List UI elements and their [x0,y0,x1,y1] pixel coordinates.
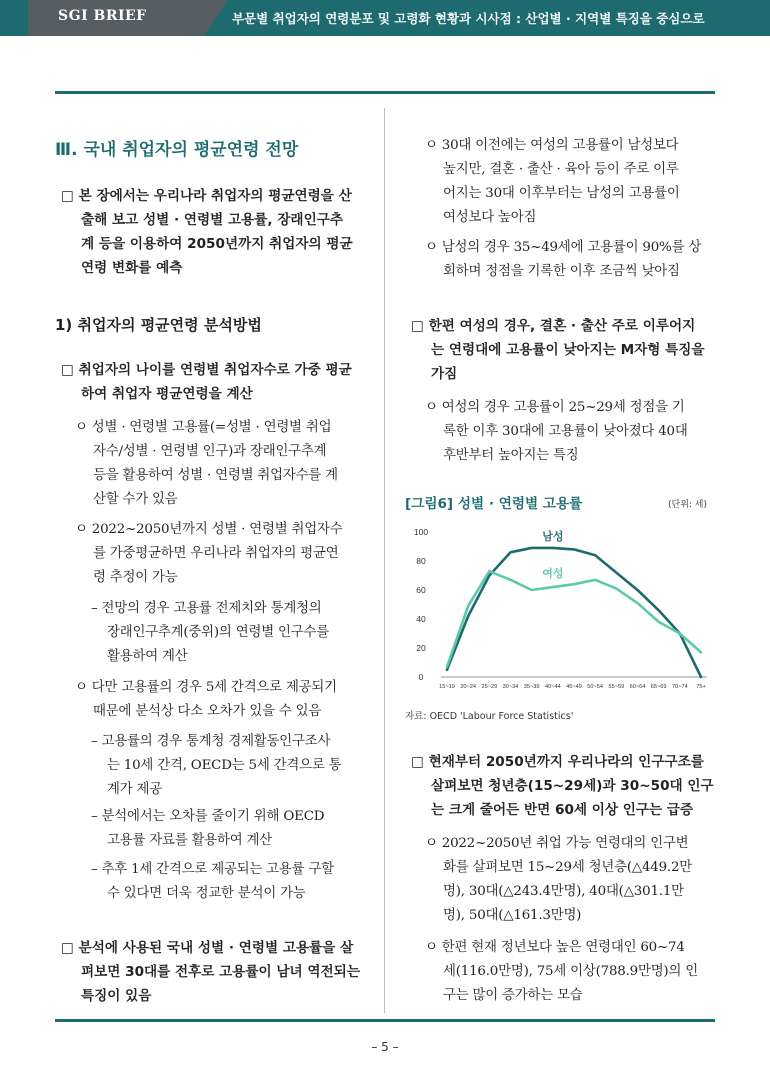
figure-unit: (단위: 세) [668,500,707,510]
paragraph-line: 는 크게 줄어든 반면 60세 이상 인구는 급증 [431,802,694,818]
bullet-line: 후반부터 높아지는 특징 [443,448,579,463]
bullet-line: 자수/성별 · 연령별 인구)과 장래인구추계 [93,444,327,459]
dash-line: – 전망의 경우 고용률 전제치와 통계청의 [91,601,322,616]
conclusion-line: 펴보면 30대를 전후로 고용률이 남녀 역전되는 [81,964,360,980]
bullet-line: 등을 활용하여 성별 · 연령별 취업자수를 계 [93,468,338,483]
bullet-line: ㅇ 2022~2050년 취업 가능 연령대의 인구변 [425,836,689,851]
dash-line: – 고용률의 경우 통계청 경제활동인구조사 [91,734,331,749]
x-tick-label: 60~64 [629,684,646,690]
employment-rate-chart [405,514,717,694]
bullet-line: 산할 수가 있음 [93,492,178,507]
bullet-line: ㅇ 여성의 경우 고용률이 25~29세 정점을 기 [425,400,685,415]
subsection-title: 1) 취업자의 평균연령 분석방법 [55,316,262,334]
bullet-line: 여성보다 높아짐 [443,210,537,225]
bullet-line: 높지만, 결혼 · 출산 · 육아 등이 주로 이루 [443,162,679,177]
dash-line: 수 있다면 더욱 정교한 분석이 가능 [107,886,306,901]
bullet-line: 세(116.0만명), 75세 이상(788.9만명)의 인 [443,964,698,979]
bullet-line: ㅇ 성별 · 연령별 고용률(=성별 · 연령별 취업 [75,420,332,435]
series-label: 여성 [542,567,564,581]
x-tick-label: 50~54 [587,684,604,690]
header-title: 부문별 취업자의 연령분포 및 고령화 현황과 시사점 : 산업별 · 지역별 특징을 중심으로 [232,11,705,26]
bullet-line: 를 가중평균하면 우리나라 취업자의 평균연 [93,546,339,561]
bullet-line: 어지는 30대 이후부터는 남성의 고용률이 [443,186,680,201]
y-tick-label: 100 [413,527,429,537]
bullet-line: 명), 30대(△243.4만명), 40대(△301.1만 [443,884,684,899]
bottom-rule [55,1019,715,1022]
intro-line: 연령 변화를 예측 [81,260,183,276]
bullet-line: ㅇ 다만 고용률의 경우 5세 간격으로 제공되기 [75,680,337,695]
method-line: 하여 취업자 평균연령을 계산 [81,386,253,402]
x-tick-label: 40~44 [544,684,561,690]
paragraph-line: 가짐 [431,366,458,382]
figure-source: 자료: OECD 'Labour Force Statistics' [405,711,574,722]
section-title: Ⅲ. 국내 취업자의 평균연령 전망 [55,140,299,160]
dash-line: 활용하여 계산 [107,649,188,664]
y-tick-label: 20 [416,643,426,653]
series-label: 남성 [542,529,564,543]
bullet-line: 명), 50대(△161.3만명) [443,908,582,923]
intro-line: □ 본 장에서는 우리나라 취업자의 평균연령을 산 [61,188,352,204]
top-rule [55,91,715,94]
x-tick-label: 70~74 [671,684,688,690]
brand-logo: SGI BRIEF [58,8,147,24]
x-tick-label: 20~24 [460,684,477,690]
conclusion-line: 특징이 있음 [81,988,152,1004]
intro-line: 출해 보고 성별 · 연령별 고용률, 장래인구추 [81,212,343,228]
bullet-line: 때문에 분석상 다소 오차가 있을 수 있음 [93,704,322,719]
x-tick-label: 65~69 [650,684,667,690]
paragraph-line: □ 현재부터 2050년까지 우리나라의 인구구조를 [411,754,704,770]
x-tick-label: 75+ [696,684,706,690]
bullet-line: ㅇ 30대 이전에는 여성의 고용률이 남성보다 [425,138,679,153]
method-line: □ 취업자의 나이를 연령별 취업자수로 가중 평균 [61,362,352,378]
column-divider [384,108,385,1013]
x-tick-label: 45~49 [566,684,582,690]
bullet-line: ㅇ 2022~2050년까지 성별 · 연령별 취업자수 [75,522,343,537]
y-tick-label: 40 [416,614,426,624]
conclusion-line: □ 분석에 사용된 국내 성별 · 연령별 고용률을 살 [61,940,354,956]
bullet-line: 구는 많이 증가하는 모습 [443,988,583,1003]
x-tick-label: 15~19 [439,684,455,690]
x-tick-label: 25~29 [481,684,498,690]
y-tick-label: 60 [416,585,426,595]
chart-svg [405,514,717,694]
bullet-line: ㅇ 한편 현재 정년보다 높은 연령대인 60~74 [425,940,685,955]
figure-title: [그림6] 성별 · 연령별 고용률 [405,496,583,512]
bullet-line: ㅇ 남성의 경우 35~49세에 고용률이 90%를 상 [425,240,702,255]
intro-line: 계 등을 이용하여 2050년까지 취업자의 평균 [81,236,353,252]
bullet-line: 령 추정이 가능 [93,570,178,585]
bullet-line: 록한 이후 30대에 고용률이 낮아졌다 40대 [443,424,688,439]
paragraph-line: □ 한편 여성의 경우, 결혼 · 출산 주로 이루어지 [411,318,696,334]
x-tick-label: 35~39 [523,684,540,690]
bullet-line: 회하며 정점을 기록한 이후 조금씩 낮아짐 [443,264,680,279]
series-line-male [447,548,701,677]
y-tick-label: 80 [416,556,426,566]
page-header [0,0,770,36]
dash-line: 장래인구추계(중위)의 연령별 인구수를 [107,625,329,640]
dash-line: 는 10세 간격, OECD는 5세 간격으로 통 [107,758,342,773]
dash-line: – 추후 1세 간격으로 제공되는 고용률 구할 [91,862,334,877]
dash-line: – 분석에서는 오차를 줄이기 위해 OECD [91,809,325,824]
bullet-line: 화를 살펴보면 15~29세 청년층(△449.2만 [443,860,693,875]
dash-line: 계가 제공 [107,782,162,797]
page-number: – 5 – [371,1040,399,1054]
y-tick-label: 0 [418,672,424,682]
paragraph-line: 는 연령대에 고용률이 낮아지는 M자형 특징을 [431,342,705,358]
dash-line: 고용률 자료를 활용하여 계산 [107,833,272,848]
x-tick-label: 30~34 [502,684,519,690]
paragraph-line: 살펴보면 청년층(15~29세)과 30~50대 인구 [431,778,714,794]
x-tick-label: 55~59 [608,684,625,690]
